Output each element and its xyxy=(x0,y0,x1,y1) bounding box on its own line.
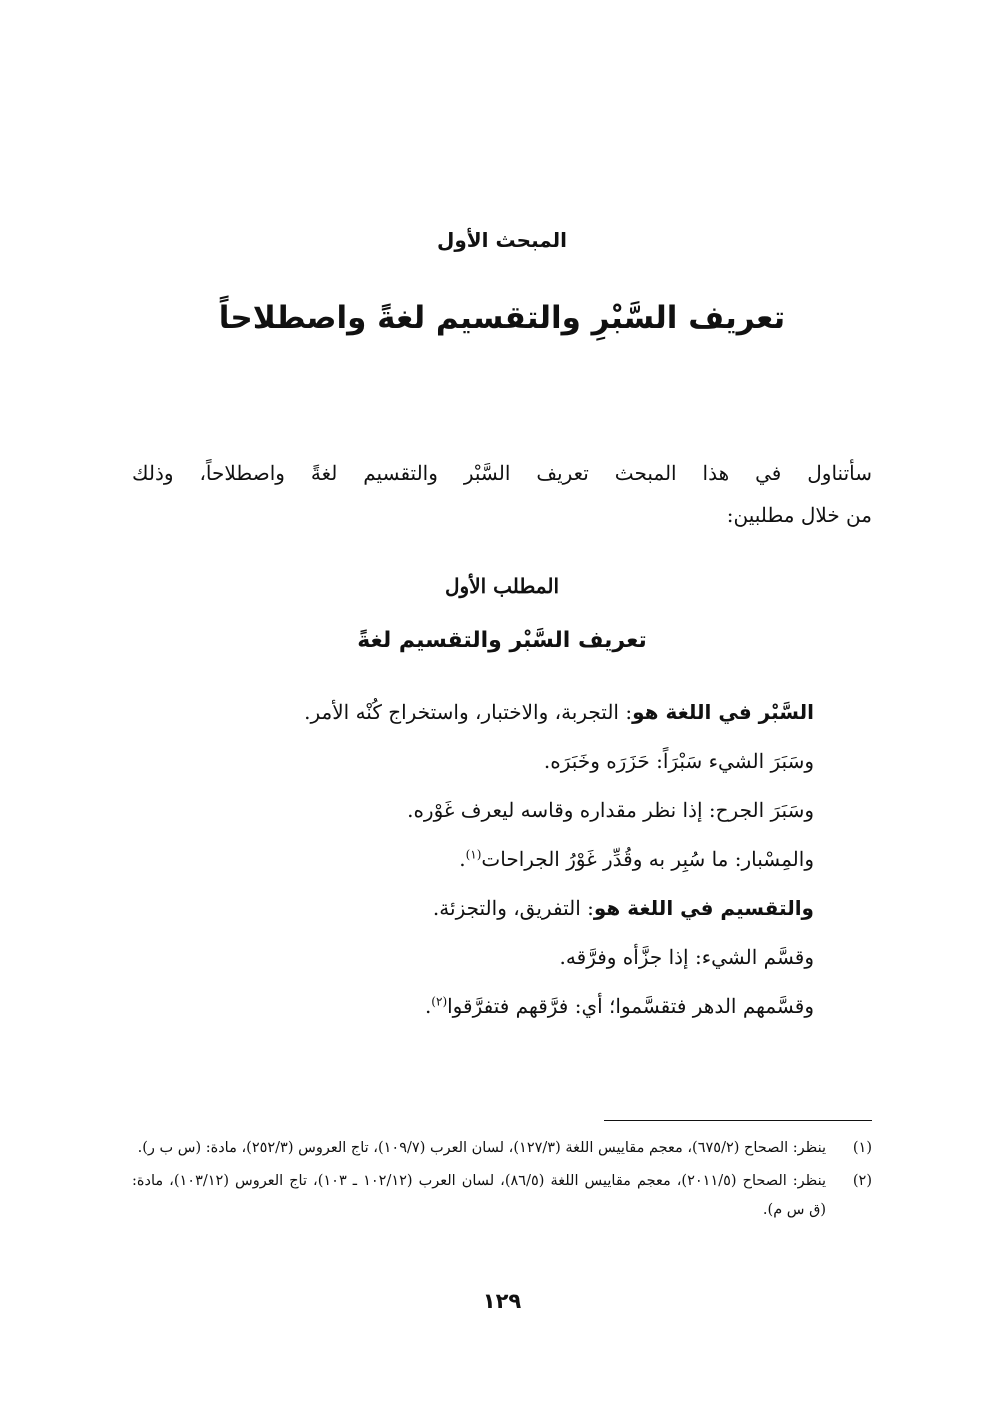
footnotes xyxy=(132,1134,872,1229)
footnote-ref[interactable]: (١) xyxy=(465,847,482,862)
definition-line xyxy=(114,884,814,933)
subsection-label: المطلب الأول xyxy=(445,574,559,598)
definition-term: السَّبْر في اللغة هو xyxy=(632,700,814,724)
definition-line xyxy=(114,982,814,1031)
definition-term: والتقسيم في اللغة هو xyxy=(593,896,814,920)
definition-end: . xyxy=(459,847,466,871)
footnote-divider xyxy=(604,1120,872,1121)
intro-paragraph xyxy=(132,452,872,536)
definition-text: وقسَّم الشيء: إذا جزَّأه وفرَّقه. xyxy=(559,945,814,969)
definition-text: وسَبَرَ الشيء سَبْرَاً: حَزَرَه وخَبَرَه. xyxy=(543,749,814,773)
definition-line xyxy=(114,786,814,835)
footnote-2 xyxy=(132,1167,872,1225)
subsection-title: تعريف السَّبْر والتقسيم لغةً xyxy=(357,628,647,653)
definition-text: والمِسْبار: ما سُبِر به وقُدِّر غَوْرُ الجراحات xyxy=(481,847,814,871)
definition-text: وسَبَرَ الجرح: إذا نظر مقداره وقاسه ليعرف غَوْره. xyxy=(407,798,814,822)
footnote-text: ينظر: الصحاح (٢٠١١/٥)، معجم مقاييس اللغة (٨٦/٥)، لسان العرب (١٠٢/١٢ ـ ١٠٣)، تاج العروس (١٠٣/١٢)، مادة: (ق س م). xyxy=(132,1173,826,1218)
definition-text: : التجربة، والاختبار، واستخراج كُنْه الأمر. xyxy=(304,700,633,724)
main-title: تعريف السَّبْرِ والتقسيم لغةً واصطلاحاً xyxy=(218,300,786,336)
section-label: المبحث الأول xyxy=(436,228,568,252)
page-number: ١٢٩ xyxy=(482,1289,522,1313)
definition-end: . xyxy=(424,994,432,1018)
footnote-ref[interactable]: (٢) xyxy=(431,994,448,1009)
footnote-1 xyxy=(132,1134,872,1163)
definition-line xyxy=(114,737,814,786)
definition-text: وقسَّمهم الدهر فتقسَّموا؛ أي: فرَّقهم فتفرَّقوا xyxy=(447,994,814,1018)
intro-line-2: من خلال مطلبين: xyxy=(726,503,872,527)
footnote-text: ينظر: الصحاح (٦٧٥/٢)، معجم مقاييس اللغة (١٢٧/٣)، لسان العرب (١٠٩/٧)، تاج العروس (٢٥٢/٣)، مادة: (س ب ر). xyxy=(137,1140,826,1156)
intro-line-1: سأتناول في هذا المبحث تعريف السَّبْر والتقسيم لغةً واصطلاحاً، وذلك xyxy=(132,461,872,485)
definitions-list xyxy=(114,688,814,1031)
definition-line xyxy=(114,688,814,737)
definition-text: : التفريق، والتجزئة. xyxy=(432,896,594,920)
definition-line xyxy=(114,933,814,982)
footnote-number: (٢) xyxy=(852,1173,872,1189)
footnote-number: (١) xyxy=(852,1140,872,1156)
definition-line xyxy=(114,835,814,884)
